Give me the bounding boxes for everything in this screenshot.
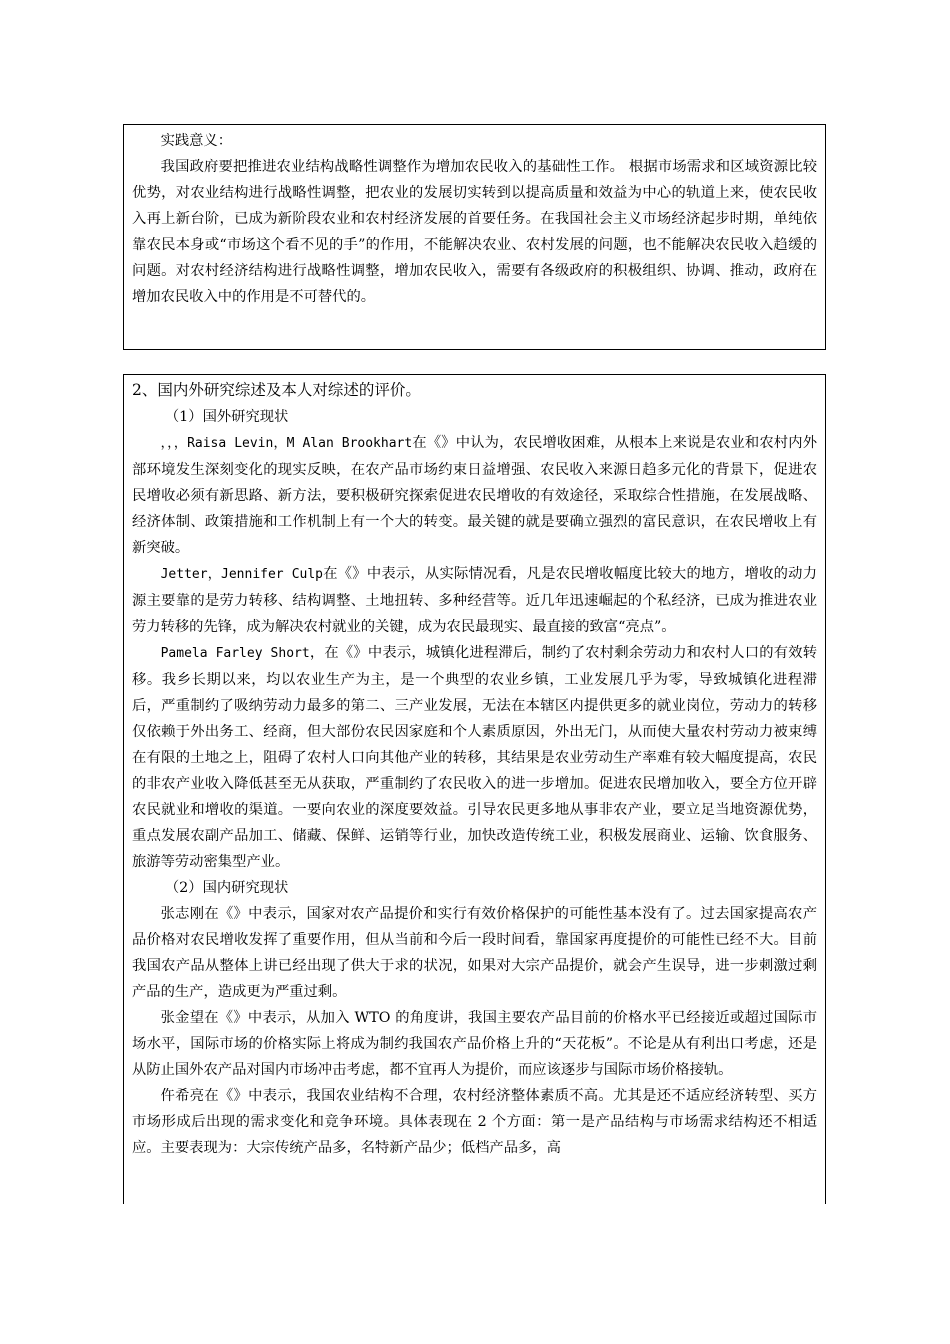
foreign-authors-1: ，，，Raisa Levin，M Alan Brookhart xyxy=(160,436,413,451)
foreign-paragraph-3 xyxy=(132,640,817,875)
foreign-research-heading: （1）国外研究现状 xyxy=(164,409,289,425)
domestic-research-heading: （2）国内研究现状 xyxy=(164,880,289,896)
foreign-text-3: ，在《》中表示，城镇化进程滞后，制约了农村剩余劳动力和农村人口的有效转移。我乡长期以来，均以农业生产为主，是一个典型的农业乡镇，工业发展几乎为零，导致城镇化进程滞后，严重制约了吸纳劳动力最多的第二、三产业发展，无法在本辖区内提供更多的就业岗位，劳动力的转移仅依赖于外出务工、经商，但大部份农民因家庭和个人素质原因，外出无门，从而使大量农村劳动力被束缚在有限的土地之上，阻碍了农村人口向其他产业的转移，其结果是农业劳动生产率难有较大幅度提高，农民的非农产业收入降低甚至无从获取，严重制约了农民收入的进一步增加。促进农民增加收入，要全方位开辟农民就业和增收的渠道。一要向农业的深度要效益。引导农民更多地从事非农产业，要立足当地资源优势，重点发展农副产品加工、储藏、保鲜、运销等行业，加快改造传统工业，积极发展商业、运输、饮食服务、旅游等劳动密集型产业。 xyxy=(132,645,817,870)
foreign-text-1: 在《》中认为，农民增收困难，从根本上来说是农业和农村内外部环境发生深刻变化的现实反映，在农产品市场约束日益增强、农民收入来源日趋多元化的背景下，促进农民增收必须有新思路、新方法，要积极研究探索促进农民增收的有效途径，采取综合性措施，在发展战略、经济体制、政策措施和工作机制上有一个大的转变。最关键的就是要确立强烈的富民意识，在农民增收上有新突破。 xyxy=(132,435,817,556)
domestic-paragraph-2: 张金望在《》中表示，从加入 WTO 的角度讲，我国主要农产品目前的价格水平已经接近或超过国际市场水平，国际市场的价格实际上将成为制约我国农产品价格上升的“天花板”。不论是从有利出口考虑，还是从防止国外农产品对国内市场冲击考虑，都不宜再人为提价，而应该逐步与国际市场价格接轨。 xyxy=(132,1010,817,1078)
domestic-paragraph-3: 仵希亮在《》中表示，我国农业结构不合理，农村经济整体素质不高。尤其是还不适应经济转型、买方市场形成后出现的需求变化和竞争环境。具体表现在 2 个方面：第一是产品结构与市场需求结构还不相适应。主要表现为：大宗传统产品多，名特新产品少；低档产品多，高 xyxy=(132,1088,817,1156)
foreign-paragraph-2 xyxy=(132,561,817,640)
practical-significance-title: 实践意义： xyxy=(160,133,233,149)
foreign-authors-3: Pamela Farley Short xyxy=(160,646,310,661)
practical-significance-box xyxy=(123,124,826,350)
foreign-paragraph-1 xyxy=(132,430,817,561)
foreign-authors-2: Jetter，Jennifer Culp xyxy=(160,567,323,582)
foreign-text-2: 在《》中表示，从实际情况看，凡是农民增收幅度比较大的地方，增收的动力源主要靠的是劳力转移、结构调整、土地扭转、多种经营等。近几年迅速崛起的个私经济，已成为推进农业劳力转移的先锋，成为解决农村就业的关键，成为农民最现实、最直接的致富“亮点”。 xyxy=(132,566,817,635)
literature-review-box xyxy=(123,374,826,1204)
section-heading: 2、国内外研究综述及本人对综述的评价。 xyxy=(132,381,421,399)
domestic-paragraph-1: 张志刚在《》中表示，国家对农产品提价和实行有效价格保护的可能性基本没有了。过去国家提高农产品价格对农民增收发挥了重要作用，但从当前和今后一段时间看，靠国家再度提价的可能性已经不大。目前我国农产品从整体上讲已经出现了供大于求的状况，如果对大宗产品提价，就会产生误导，进一步刺激过剩产品的生产，造成更为严重过剩。 xyxy=(132,906,817,1000)
practical-significance-paragraph: 我国政府要把推进农业结构战略性调整作为增加农民收入的基础性工作。 根据市场需求和区域资源比较优势，对农业结构进行战略性调整，把农业的发展切实转到以提高质量和效益为中心的轨道上来，使农民收入再上新台阶，已成为新阶段农业和农村经济发展的首要任务。在我国社会主义市场经济起步时期，单纯依靠农民本身或“市场这个看不见的手”的作用，不能解决农业、农村发展的问题，也不能解决农民收入趋缓的问题。对农村经济结构进行战略性调整，增加农民收入，需要有各级政府的积极组织、协调、推动，政府在增加农民收入中的作用是不可替代的。 xyxy=(132,159,817,305)
